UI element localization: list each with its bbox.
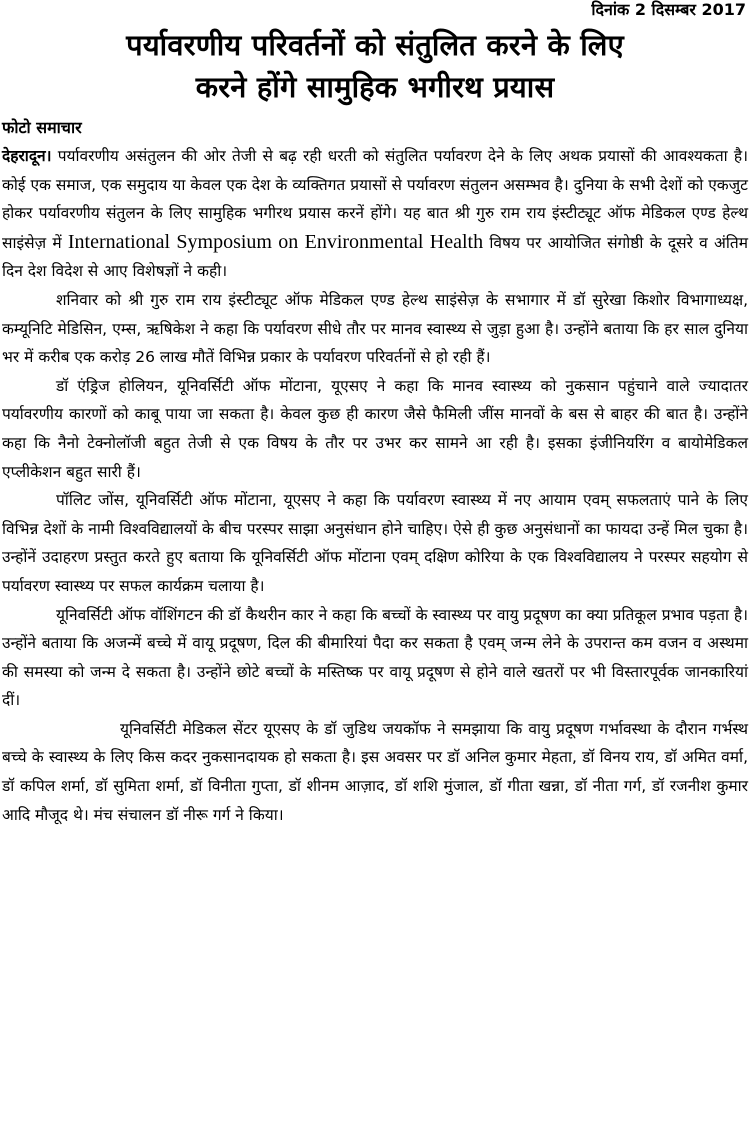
symposium-title: International Symposium on Environmental Health bbox=[67, 230, 484, 253]
paragraph-6: यूनिवर्सिटी मेडिकल सेंटर यूएसए के डॉ जुडिथ जयकॉफ ने समझाया कि वायु प्रदूषण गर्भावस्था के दौरान गर्भस्थ बच्चे के स्वास्थ्य के लिए किस कदर नुकसानदायक हो सकता है। इस अवसर पर डॉ अनिल कुमार मेहता, डॉ विनय राय, डॉ अमित वर्मा, डॉ कपिल शर्मा, डॉ सुमिता शर्मा, डॉ विनीता गुप्ता, डॉ शीनम आज़ाद, डॉ शशि मुंजाल, डॉ गीता खन्ना, डॉ नीता गर्ग, डॉ रजनीश कुमार आदि मौजूद थे। मंच संचालन डॉ नीरू गर्ग ने किया। bbox=[2, 719, 748, 824]
paragraph-intro bbox=[2, 142, 748, 286]
headline-line-1: पर्यावरणीय परिवर्तनों को संतुलित करने के लिए bbox=[126, 28, 624, 62]
paragraph-3: डॉ एंड्रिज होलियन, यूनिवर्सिटी ऑफ मोंटाना, यूएसए ने कहा कि मानव स्वास्थ्य को नुकसान पहुंचाने वाले ज्यादातर पर्यावरणीय कारणों को काबू पाया जा सकता है। केवल कुछ ही कारण जैसे फैमिली जींस मानवों के बस से बाहर की बात है। उन्होंने कहा कि नैनो टेक्नोलॉजी बहुत तेजी से एक विषय के तौर पर उभर कर सामने आ रही है। इसका इंजीनियरिंग व बायोमेडिकल एप्लीकेशन बहुत सारी हैं। bbox=[2, 376, 748, 481]
byline: फोटो समाचार bbox=[2, 118, 82, 137]
paragraph-intro-text-a: पर्यावरणीय असंतुलन की ओर तेजी से बढ़ रही धरती को संतुलित पर्यावरण देने के लिए अथक प्रयासों की आवश्यकता है। कोई एक समाज, एक समुदाय या केवल एक देश के व्यक्तिगत प्रयासों से पर्यावरण संतुलन असम्भव है। दुनिया के सभी देशों को एकजुट होकर पर्यावरणीय संतुलन के लिए सामुहिक भगीरथ प्रयास करनें होंगे। यह बात श्री गुरु राम राय इंस्टीट्यूट ऑफ मेडिकल एण्ड हेल्थ साइंसेज़ में bbox=[2, 147, 748, 252]
dateline-place: देहरादून। bbox=[2, 147, 52, 165]
headline bbox=[2, 24, 748, 108]
release-date: दिनांक 2 दिसम्बर 2017 bbox=[591, 0, 746, 19]
headline-line-2: करने होंगे सामुहिक भगीरथ प्रयास bbox=[195, 70, 555, 104]
paragraph-intro-text-b: विषय पर आयोजित संगोष्ठी के दूसरे व अंतिम दिन देश विदेश से आए विशेषज्ञों ने कही। bbox=[2, 233, 748, 281]
paragraph-5: यूनिवर्सिटी ऑफ वॉशिंगटन की डॉ कैथरीन कार ने कहा कि बच्चों के स्वास्थ्य पर वायु प्रदूषण का क्या प्रतिकूल प्रभाव पड़ता है। उन्होंने बताया कि अजन्में बच्चे में वायू प्रदूषण, दिल की बीमारियां पैदा कर सकता है एवम् जन्म लेने के उपरान्त कम वजन व अस्थमा की समस्या को जन्म दे सकता है। उन्होंने छोटे बच्चों के मस्तिष्क पर वायू प्रदूषण से होने वाले खतरों पर भी विस्तारपूर्वक जानकारियां दीं। bbox=[2, 605, 748, 710]
paragraph-4: पॉलिट जोंस, यूनिवर्सिटी ऑफ मोंटाना, यूएसए ने कहा कि पर्यावरण स्वास्थ्य में नए आयाम एवम् सफलताएं पाने के लिए विभिन्न देशों के नामी विश्वविद्यालयों के बीच परस्पर साझा अनुसंधान होने चाहिए। ऐसे ही कुछ अनुसंधानों का फायदा उन्हें मिल चुका है। उन्होंनें उदाहरण प्रस्तुत करते हुए बताया कि यूनिवर्सिटी ऑफ मोंटाना एवम् दक्षिण कोरिया के एक विश्वविद्यालय ने परस्पर सहयोग से पर्यावरण स्वास्थ्य पर सफल कार्यक्रम चलाया है। bbox=[2, 491, 748, 595]
paragraph-2: शनिवार को श्री गुरु राम राय इंस्टीट्यूट ऑफ मेडिकल एण्ड हेल्थ साइंसेज़ के सभागार में डॉ सुरेखा किशोर विभागाध्यक्ष, कम्यूनिटि मेडिसिन, एम्स, ऋषिकेश ने कहा कि पर्यावरण सीधे तौर पर मानव स्वास्थ्य से जुड़ा हुआ है। उन्होंने बताया कि हर साल दुनिया भर में करीब एक करोड़ 26 लाख मौतें विभिन्न प्रकार के पर्यावरण परिवर्तनों से हो रही हैं। bbox=[2, 290, 748, 367]
